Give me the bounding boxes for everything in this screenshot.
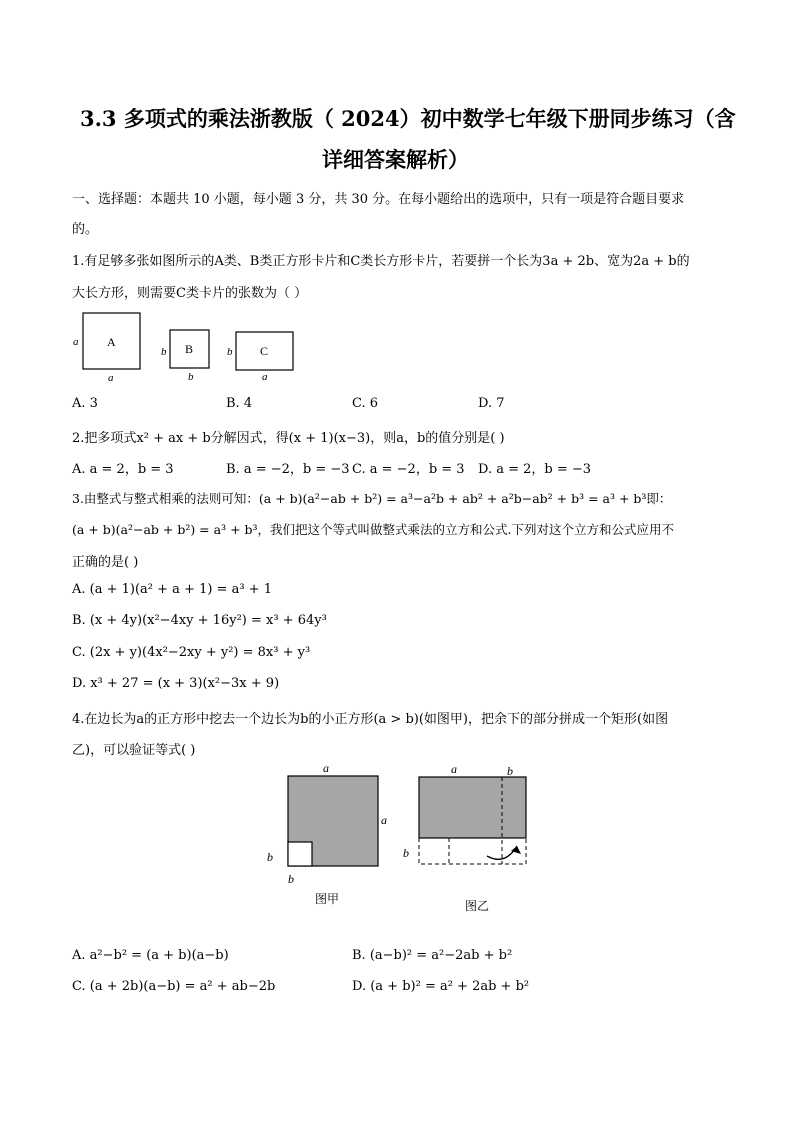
yi-top-label-a: a — [451, 762, 457, 776]
yi-top-label-b: b — [507, 764, 513, 778]
card-b-side-label: b — [161, 346, 167, 358]
question-2-option-b: B. a = −2，b = −3 — [226, 462, 350, 477]
jia-left-label: b — [267, 850, 273, 864]
question-3-stem-line1: 3.由整式与整式相乘的法则可知：(a + b)(a²−ab + b²) = a³−a²b + ab² + a²b−ab² + b³ = a³ + b³即： — [72, 491, 672, 506]
question-4-option-d: D. (a + b)² = a² + 2ab + b² — [352, 979, 530, 994]
yi-left-label: b — [403, 846, 409, 860]
question-1-option-d: D. 7 — [478, 396, 505, 411]
section-heading-line1: 一、选择题：本题共 10 小题，每小题 3 分，共 30 分。在每小题给出的选项中，只有一项是符合题目要求 — [72, 192, 685, 207]
question-4-figure — [255, 758, 545, 918]
page-title-line2: 详细答案解析） — [322, 147, 469, 172]
jia-small-square — [288, 842, 312, 866]
question-4-stem-line2: 乙)，可以验证等式( ) — [72, 743, 196, 758]
question-2-option-d: D. a = 2，b = −3 — [478, 462, 592, 477]
question-1-option-a: A. 3 — [72, 396, 98, 411]
card-a-side-label: a — [73, 336, 79, 348]
question-1-figure — [70, 308, 300, 388]
question-3-option-b: B. (x + 4y)(x²−4xy + 16y²) = x³ + 64y³ — [72, 613, 327, 628]
question-3-option-d: D. x³ + 27 = (x + 3)(x²−3x + 9) — [72, 676, 280, 691]
question-4-option-c: C. (a + 2b)(a−b) = a² + ab−2b — [72, 979, 276, 994]
question-1-stem-line2: 大长方形，则需要C类卡片的张数为（ ） — [72, 286, 308, 301]
question-4-stem-line1: 4.在边长为a的正方形中挖去一个边长为b的小正方形(a > b)(如图甲)，把余下的部分拼成一个矩形(如图 — [72, 712, 669, 727]
card-b-bottom-label: b — [188, 371, 194, 383]
card-c-bottom-label: a — [262, 371, 268, 383]
yi-dashed-outline — [419, 838, 526, 864]
question-3-stem-line3: 正确的是( ) — [72, 555, 139, 570]
question-2-stem: 2.把多项式x² + ax + b分解因式，得(x + 1)(x−3)，则a，b的值分别是( ) — [72, 431, 505, 446]
question-3-option-a: A. (a + 1)(a² + a + 1) = a³ + 1 — [72, 582, 272, 597]
jia-caption: 图甲 — [315, 892, 340, 906]
question-4-option-b: B. (a−b)² = a²−2ab + b² — [352, 948, 513, 963]
question-3-stem-line2: (a + b)(a²−ab + b²) = a³ + b³，我们把这个等式叫做整式乘法的立方和公式.下列对这个立方和公式应用不 — [72, 522, 674, 537]
card-c-side-label: b — [227, 346, 233, 358]
question-1-stem-line1: 1.有足够多张如图所示的A类、B类正方形卡片和C类长方形卡片，若要拼一个长为3a + 2b、宽为2a + b的 — [72, 254, 690, 269]
question-1-option-c: C. 6 — [352, 396, 379, 411]
question-1-option-b: B. 4 — [226, 396, 253, 411]
question-3-option-c: C. (2x + y)(4x²−2xy + y²) = 8x³ + y³ — [72, 645, 311, 660]
card-b-label: B — [185, 342, 194, 356]
card-a-label: A — [107, 335, 116, 349]
card-c-label: C — [260, 344, 269, 358]
question-2-option-c: C. a = −2，b = 3 — [352, 462, 465, 477]
jia-bottom-label: b — [288, 872, 294, 886]
yi-caption: 图乙 — [465, 899, 490, 913]
section-heading-line2: 的。 — [72, 222, 99, 237]
page-title-line1: 3.3 多项式的乘法浙教版（ 2024）初中数学七年级下册同步练习（含 — [80, 106, 736, 131]
jia-right-label: a — [381, 813, 387, 827]
question-4-option-a: A. a²−b² = (a + b)(a−b) — [72, 948, 229, 963]
question-2-option-a: A. a = 2，b = 3 — [72, 462, 174, 477]
yi-shaded-rectangle — [419, 777, 526, 838]
jia-top-label: a — [323, 761, 329, 775]
card-a-bottom-label: a — [108, 372, 114, 384]
